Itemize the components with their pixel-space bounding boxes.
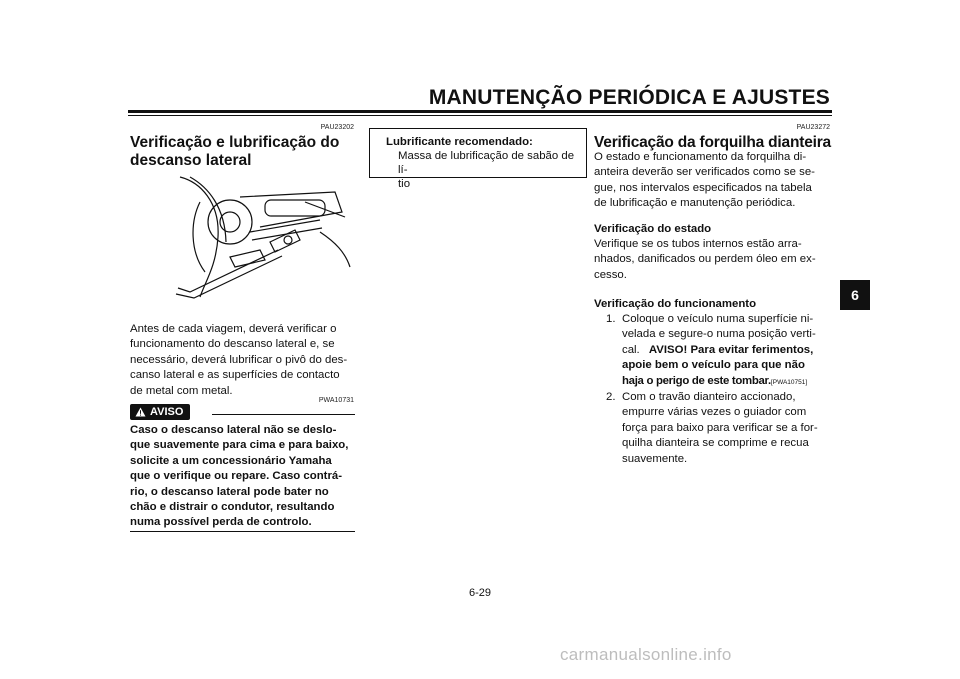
text-line: força para baixo para verificar se a for- [622,421,818,434]
sidestand-paragraph [130,322,355,399]
text-line: suavemente. [622,452,688,465]
text-line: Coloque o veículo numa superfície ni- [622,313,814,325]
text-line: de lubrificação e manutenção periódica. [594,197,796,210]
text-line: empurre várias vezes o guiador com [622,406,807,419]
text-line: funcionamento do descanso lateral e, se [130,338,335,351]
fork-section-title: Verificação da forquilha dianteira [594,134,831,151]
list-item [596,390,830,467]
state-heading: Verificação do estado [594,223,712,235]
page-header-title: MANUTENÇÃO PERIÓDICA E AJUSTES [428,86,830,109]
section-code-fork: PAU23272 [796,124,830,131]
section-title [130,134,360,170]
text-line: nhados, danificados ou perdem óleo em ex- [594,253,816,266]
text-line: de metal com metal. [130,384,233,397]
sidestand-illustration [170,172,355,302]
text-line: quilha dianteira se comprime e recua [622,437,809,450]
text-line: solicite a um concessionário Yamaha [130,454,332,467]
text-line: Antes de cada viagem, deverá verificar o [130,323,337,335]
section-title-line: descanso lateral [130,152,252,169]
lubricant-box-title: Lubrificante recomendado: [386,136,533,148]
step-number: 2. [606,391,616,404]
inline-warning: apoie bem o veículo para que não [622,359,805,372]
watermark: carmanualsonline.info [560,645,732,664]
text-line: cesso. [594,268,627,281]
inline-warning: AVISO! Para evitar ferimentos, [648,343,814,356]
header-rule-thick [128,110,832,113]
state-text [594,237,830,283]
text-line: velada e segure-o numa posição verti- [622,328,816,341]
inline-warning: haja o perigo de este tombar. [622,374,771,387]
text-line: gue, nos intervalos especificados na tabela [594,181,812,194]
warning-code-inline: [PWA10751] [770,378,808,386]
text-line: Com o travão dianteiro accionado, [622,391,796,404]
text-line [622,374,830,390]
section-tab[interactable]: 6 [840,280,870,310]
list-item [596,312,830,390]
text-fragment: cal. [622,343,640,356]
text-line: anteira deverão ser verificados como se se- [594,166,815,179]
section-code: PAU23202 [320,124,354,131]
warning-code: PWA10731 [318,397,354,404]
step-number: 1. [606,313,616,325]
warning-text [130,423,355,531]
text-line: que o verifique ou repare. Caso contrá- [130,470,343,483]
text-line [622,343,830,358]
warning-rule-top [212,414,355,415]
function-steps [596,312,830,467]
text-line: tio [398,178,411,190]
text-line: Massa de lubrificação de sabão de lí- [398,150,575,176]
warning-label-text: AVISO [150,406,184,418]
warning-triangle-icon [135,407,146,417]
lubricant-box [369,128,587,190]
text-line: O estado e funcionamento da forquilha di- [594,151,807,163]
text-line: Caso o descanso lateral não se deslo- [130,424,337,436]
text-line: numa possível perda de controlo. [130,516,312,529]
page-number: 6-29 [468,587,492,599]
fork-intro [594,150,830,212]
warning-badge [130,404,190,422]
header-rule-thin [128,115,832,116]
text-line: necessário, deverá lubrificar o pivô do des- [130,353,348,366]
warning-rule-bottom [130,531,355,532]
warning-label [130,404,190,420]
text-line: chão e distrair o condutor, resultando [130,501,335,514]
text-line: rio, o descanso lateral pode bater no [130,485,329,498]
lubricant-box-text [398,149,584,191]
text-line: que suavemente para cima e para baixo, [130,439,349,452]
function-heading: Verificação do funcionamento [594,298,757,310]
text-line: canso lateral e as superfícies de contacto [130,369,340,382]
section-title-line: Verificação e lubrificação do [130,134,340,151]
text-line: Verifique se os tubos internos estão arra- [594,238,802,250]
